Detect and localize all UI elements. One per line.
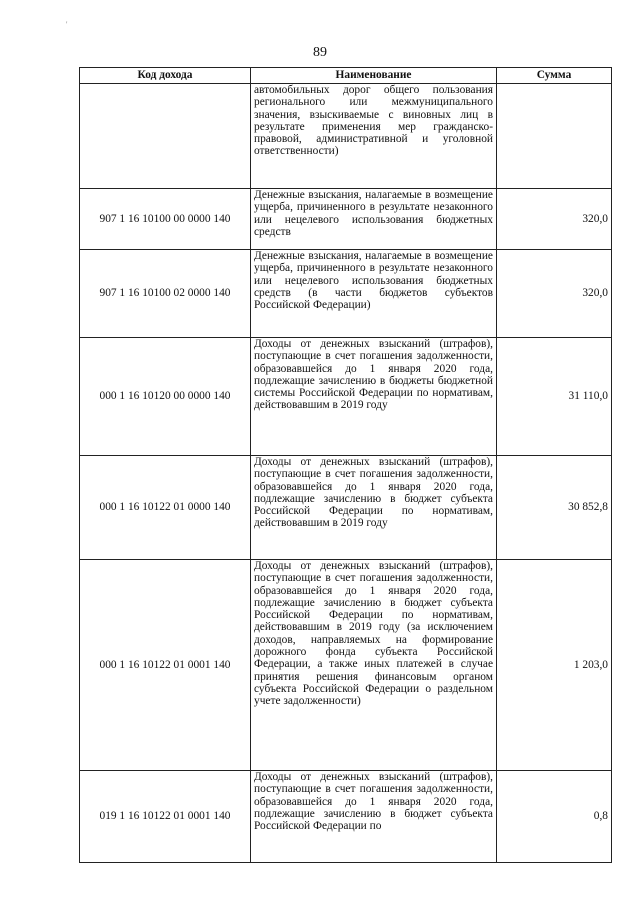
row-name: Доходы от денежных взысканий (штрафов), поступающие в счет погашения задолженности, образовавшейся до 1 января 2020 года, подлежащие зачислению в бюджет субъекта Российской Федерации по нормативам, действовавшим в 2019 году (за исключением доходов, направляемых на формирование дорожного фонда субъекта Российской Федерации, а также иных платежей в случае принятия решения финансовым органом субъекта Российской Федерации о раздельном учете задолженности)	[251, 560, 497, 771]
table-header-row	[80, 68, 612, 84]
row-code: 907 1 16 10100 00 0000 140	[80, 189, 251, 250]
table-row	[80, 338, 612, 456]
revenue-table	[79, 67, 612, 863]
row-code	[80, 84, 251, 189]
row-sum: 320,0	[497, 189, 612, 250]
row-sum: 30 852,8	[497, 456, 612, 560]
table-row	[80, 456, 612, 560]
table-row	[80, 771, 612, 863]
table-row	[80, 84, 612, 189]
row-code: 019 1 16 10122 01 0001 140	[80, 771, 251, 863]
header-name: Наименование	[251, 68, 497, 84]
scan-mark: '	[66, 20, 68, 29]
row-name: Денежные взыскания, налагаемые в возмещение ущерба, причиненного в результате незаконного или нецелевого использования бюджетных средств	[251, 189, 497, 250]
table-row	[80, 560, 612, 771]
row-sum: 0,8	[497, 771, 612, 863]
row-name: Доходы от денежных взысканий (штрафов), поступающие в счет погашения задолженности, образовавшейся до 1 января 2020 года, подлежащие зачислению в бюджеты бюджетной системы Российской Федерации по нормативам, действовавшим в 2019 году	[251, 338, 497, 456]
table-row	[80, 250, 612, 338]
row-code: 907 1 16 10100 02 0000 140	[80, 250, 251, 338]
row-name: Доходы от денежных взысканий (штрафов), поступающие в счет погашения задолженности, образовавшейся до 1 января 2020 года, подлежащие зачислению в бюджет субъекта Российской Федерации по	[251, 771, 497, 863]
page-number: 89	[313, 45, 327, 60]
row-sum	[497, 84, 612, 189]
row-name: Доходы от денежных взысканий (штрафов), поступающие в счет погашения задолженности, образовавшейся до 1 января 2020 года, подлежащие зачислению в бюджет субъекта Российской Федерации по нормативам, действовавшим в 2019 году	[251, 456, 497, 560]
header-code: Код дохода	[80, 68, 251, 84]
header-sum: Сумма	[497, 68, 612, 84]
table-row	[80, 189, 612, 250]
row-name: автомобильных дорог общего пользования регионального или межмуниципального значения, взыскиваемые с виновных лиц в результате применения мер гражданско-правовой, административной и уголовной ответственности)	[251, 84, 497, 189]
row-sum: 31 110,0	[497, 338, 612, 456]
row-code: 000 1 16 10120 00 0000 140	[80, 338, 251, 456]
row-code: 000 1 16 10122 01 0000 140	[80, 456, 251, 560]
row-name: Денежные взыскания, налагаемые в возмещение ущерба, причиненного в результате незаконного или нецелевого использования бюджетных средств (в части бюджетов субъектов Российской Федерации)	[251, 250, 497, 338]
row-sum: 1 203,0	[497, 560, 612, 771]
row-code: 000 1 16 10122 01 0001 140	[80, 560, 251, 771]
row-sum: 320,0	[497, 250, 612, 338]
